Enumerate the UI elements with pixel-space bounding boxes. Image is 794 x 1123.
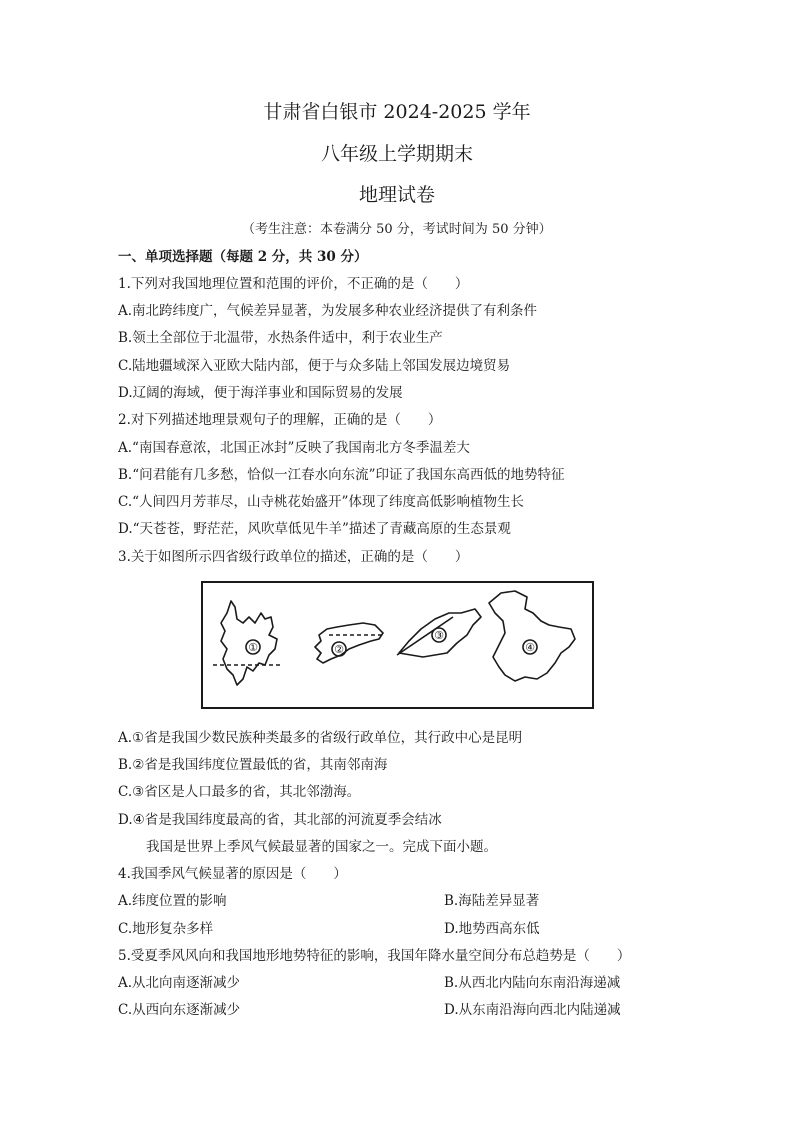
q3-option-d: D.④省是我国纬度最高的省，其北部的河流夏季会结冰 xyxy=(118,812,442,828)
province-map-figure xyxy=(201,581,594,709)
q2-option-b: B.“问君能有几多愁，恰似一江春水向东流”印证了我国东高西低的地势特征 xyxy=(118,467,565,483)
q2-option-c: C.“人间四月芳菲尽，山寺桃花始盛开”体现了纬度高低影响植物生长 xyxy=(118,494,524,510)
q2-option-d: D.“天苍苍，野茫茫，风吹草低见牛羊”描述了青藏高原的生态景观 xyxy=(118,521,511,537)
q3-option-b: B.②省是我国纬度位置最低的省，其南邻南海 xyxy=(118,757,388,773)
exam-subject: 地理试卷 xyxy=(358,184,435,206)
q1-option-a: A.南北跨纬度广，气候差异显著，为发展多种农业经济提供了有利条件 xyxy=(118,303,538,319)
province-4-label: ④ xyxy=(525,641,535,654)
province-2-outline xyxy=(315,623,383,663)
exam-title: 甘肃省白银市 2024-2025 学年 xyxy=(263,101,531,123)
q5-option-d: D.从东南沿海向西北内陆递减 xyxy=(444,1002,621,1018)
q1-option-c: C.陆地疆域深入亚欧大陆内部，便于与众多陆上邻国发展边境贸易 xyxy=(118,358,511,374)
q5-option-a: A.从北向南逐渐减少 xyxy=(118,975,241,991)
q1-option-b: B.领土全部位于北温带，水热条件适中，利于农业生产 xyxy=(118,330,443,346)
section-heading: 一、单项选择题（每题 2 分，共 30 分） xyxy=(118,249,368,265)
q4-option-d: D.地势西高东低 xyxy=(444,921,540,937)
q1-stem: 1.下列对我国地理位置和范围的评价，不正确的是（ ） xyxy=(118,276,469,292)
province-4-outline xyxy=(489,591,575,681)
q3-option-c: C.③省区是人口最多的省，其北邻渤海。 xyxy=(118,784,361,800)
province-1-label: ① xyxy=(248,641,258,654)
q1-option-d: D.辽阔的海域，便于海洋事业和国际贸易的发展 xyxy=(118,385,403,401)
q5-option-c: C.从西向东逐渐减少 xyxy=(118,1002,241,1018)
province-3-label: ③ xyxy=(434,629,444,642)
province-3-latitude xyxy=(397,617,453,655)
q3-stem: 3.关于如图所示四省级行政单位的描述，正确的是（ ） xyxy=(118,549,469,565)
province-outlines xyxy=(203,583,592,707)
q5-option-b: B.从西北内陆向东南沿海递减 xyxy=(444,975,621,991)
q4-option-b: B.海陆差异显著 xyxy=(444,893,540,909)
q4-option-c: C.地形复杂多样 xyxy=(118,921,214,937)
exam-note: （考生注意：本卷满分 50 分，考试时间为 50 分钟） xyxy=(242,222,552,237)
passage-text: 我国是世界上季风气候最显著的国家之一。完成下面小题。 xyxy=(146,839,497,855)
q5-stem: 5.受夏季风风向和我国地形地势特征的影响，我国年降水量空间分布总趋势是（ ） xyxy=(118,948,631,964)
q4-option-a: A.纬度位置的影响 xyxy=(118,893,227,909)
q2-stem: 2.对下列描述地理景观句子的理解，正确的是（ ） xyxy=(118,412,442,428)
q2-option-a: A.“南国春意浓，北国正冰封”反映了我国南北方冬季温差大 xyxy=(118,440,470,456)
q3-option-a: A.①省是我国少数民族种类最多的省级行政单位，其行政中心是昆明 xyxy=(118,730,523,746)
province-2-label: ② xyxy=(334,643,344,656)
q4-stem: 4.我国季风气候显著的原因是（ ） xyxy=(118,866,347,882)
exam-subtitle: 八年级上学期期末 xyxy=(320,143,473,165)
